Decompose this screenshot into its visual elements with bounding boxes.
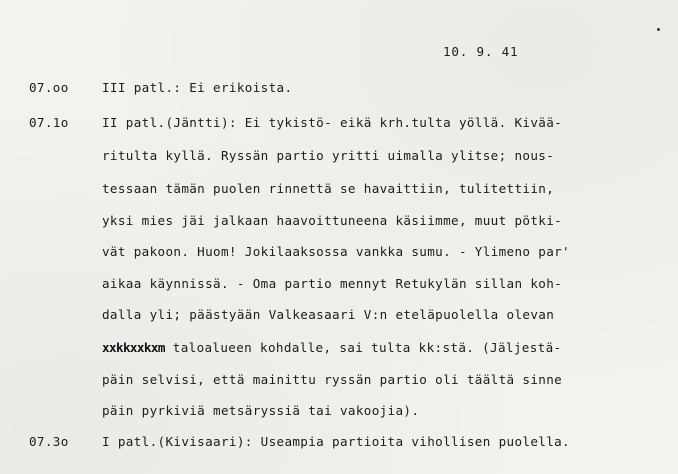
entry-time: 07.3o: [29, 434, 69, 449]
entry-line: dalla yli; päästyään Valkeasaari V:n eteläpuolella olevan: [102, 307, 555, 322]
document-date: 10. 9. 41: [443, 44, 519, 59]
entry-line: III patl.: Ei erikoista.: [102, 80, 293, 95]
entry-line: I patl.(Kivisaari): Useampia partioita vihollisen puolella.: [102, 434, 570, 449]
entry-time: 07.oo: [29, 80, 69, 95]
entry-line: päin selvisi, että mainittu ryssän partio oli täältä sinne: [102, 372, 563, 387]
entry-line: yksi mies jäi jalkaan haavoittuneena käsiimme, muut pötki-: [102, 213, 563, 228]
entry-line: aikaa käynnissä. - Oma partio mennyt Retukylän sillan koh-: [102, 276, 563, 291]
entry-line: ritulta kyllä. Ryssän partio yritti uimalla ylitse; nous-: [102, 148, 555, 163]
entry-line: II patl.(Jäntti): Ei tykistö- eikä krh.tulta yöllä. Kivää-: [102, 115, 563, 130]
ink-speck: [657, 28, 660, 31]
entry-line: tessaan tämän puolen rinnettä se havaittiin, tulitettiin,: [102, 181, 555, 196]
entry-line: vät pakoon. Huom! Jokilaaksossa vankka sumu. - Ylimeno par': [102, 244, 570, 259]
entry-line: päin pyrkiviä metsäryssiä tai vakoojia).: [102, 403, 420, 418]
struck-out-word: xxkkxxkxm: [102, 340, 165, 355]
entry-time: 07.1o: [29, 115, 69, 130]
entry-line-with-strikeout: xxkkxxkxm taloalueen kohdalle, sai tulta kk:stä. (Jäljestä-: [102, 340, 562, 355]
